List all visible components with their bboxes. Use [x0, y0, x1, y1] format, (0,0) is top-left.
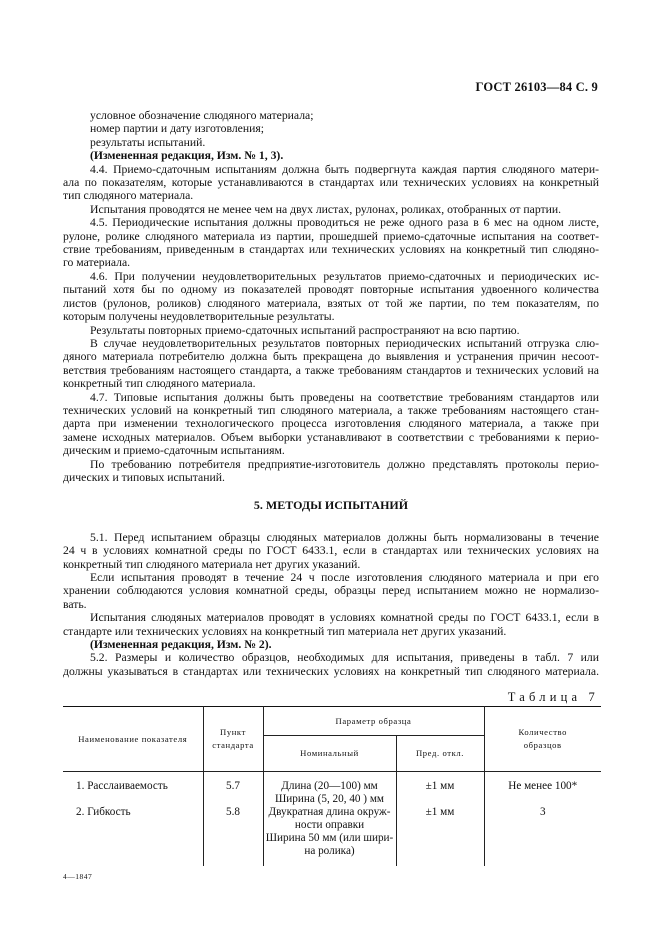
document-body	[63, 109, 599, 705]
text-line: листов (рулонов, роликов) слюдяного материала, взятых от той же партии, по тем показателям, по	[63, 296, 599, 310]
page-header: ГОСТ 26103—84 С. 9	[475, 80, 598, 94]
table-title: Таблица 7	[507, 690, 599, 705]
section-heading: 5. МЕТОДЫ ИСПЫТАНИЙ	[253, 498, 409, 513]
text-line: Результаты повторных приемо-сдаточных испытаний распространяют на всю партию.	[90, 323, 520, 337]
text-line: В случае неудовлетворительных результатов повторных периодических испытаний отгрузка слю-	[90, 336, 599, 350]
text-line: 4.7. Типовые испытания должны быть проведены на соответствие требованиям стандартов или	[90, 390, 599, 404]
text-line: 24 ч в условиях комнатной среды по ГОСТ 6433.1, если в стандартах или технических условиях на	[63, 544, 599, 558]
text-line: 5.2. Размеры и количество образцов, необходимых для испытания, приведены в табл. 7 или	[90, 651, 599, 665]
text-line: Если испытания проводят в течение 24 ч после изготовления слюдяного материала и при его	[90, 571, 599, 584]
text-line: технических условий на конкретный тип слюдяного материала, а также требованиям настоящего стан-	[63, 403, 599, 417]
table-row	[63, 806, 601, 866]
text-line: стандарте или технических условиях на конкретный тип материала нет других указаний.	[63, 624, 507, 638]
text-line: 4.6. При получении неудовлетворительных результатов приемо-сдаточных и периодических ис-	[90, 269, 599, 283]
row-nominal-line: Ширина (5, 20, 40 ) мм	[275, 793, 384, 805]
text-line: замене исходных материалов. Объем выборки устанавливают в соответствии с требованиями к перио-	[63, 430, 599, 444]
text-line: Испытания проводятся не менее чем на двух листах, рулонах, роликах, отобранных от партии.	[90, 202, 562, 216]
row-nominal-line: на ролика)	[304, 845, 355, 857]
text-line: конкретный тип слюдяного материала.	[63, 377, 256, 391]
row-clause: 5.7	[203, 772, 263, 807]
text-line: пытаний хотя бы по одному из показателей проводят повторные испытания удвоенного количества	[63, 283, 599, 297]
text-line: результаты испытаний.	[90, 135, 206, 149]
text-line: должны указываться в стандартах или технических условиях на конкретный тип слюдяного материала.	[63, 664, 599, 678]
section-4-text	[63, 109, 599, 484]
row-clause: 5.8	[203, 806, 263, 866]
row-deviation: ±1 мм	[396, 806, 484, 866]
row-nominal-line: Длина (20—100) мм	[281, 780, 378, 792]
col-header-clause-line2: стандарта	[212, 740, 254, 750]
row-deviation: ±1 мм	[396, 772, 484, 807]
col-header-nominal: Номинальный	[263, 736, 396, 772]
text-line: конкретный тип слюдяного материала нет других указаний.	[63, 557, 361, 571]
row-nominal-line: Ширина 50 мм (или шири-	[265, 832, 394, 844]
text-line: го материала.	[63, 256, 131, 270]
row-count: 3	[484, 806, 601, 866]
text-line: 4.4. Приемо-сдаточным испытаниям должна быть подвергнута каждая партия слюдяного матери-	[90, 162, 599, 176]
text-line: условное обозначение слюдяного материала;	[90, 109, 314, 122]
text-line: дических и типовых испытаний.	[63, 470, 225, 484]
col-header-deviation: Пред. откл.	[396, 736, 484, 772]
section-5-text	[63, 531, 599, 678]
text-line: рулоне, ролике слюдяного материала из партии, прошедшей приемо-сдаточные испытания на соответ-	[63, 229, 599, 243]
col-header-indicator: Наименование показателя	[63, 707, 203, 772]
col-header-clause	[203, 707, 263, 772]
text-line: тип слюдяного материала.	[63, 189, 194, 203]
row-count: Не менее 100*	[484, 772, 601, 807]
col-header-clause-line1: Пункт	[220, 727, 246, 737]
text-line: дическим и приемо-сдаточным испытаниям.	[63, 444, 285, 458]
print-code: 4—1847	[63, 872, 93, 881]
text-line: (Измененная редакция, Изм. № 1, 3).	[90, 149, 284, 163]
col-header-count-line2: образцов	[523, 740, 562, 750]
table-7	[63, 706, 601, 866]
row-nominal-line: ности оправки	[294, 819, 365, 831]
text-line: ала по показателям, которые устанавливаются в стандартах или технических условиях на конкретный	[63, 176, 599, 190]
text-line: хранении соблюдаются условия комнатной среды, образцы перед испытанием можно не нормализо-	[63, 584, 599, 598]
row-nominal-line: Двукратная длина окруж-	[268, 806, 391, 818]
text-line: Испытания слюдяных материалов проводят в условиях комнатной среды по ГОСТ 6433.1, если в	[90, 611, 599, 625]
text-line: вать.	[63, 597, 87, 611]
table-row	[63, 772, 601, 807]
col-header-count	[484, 707, 601, 772]
text-line: ветствия требованиям настоящего стандарта, а также требованиям стандартов и технических условий на	[63, 363, 599, 377]
text-line: 4.5. Периодические испытания должны проводиться не реже одного раза в 6 мес на одном листе,	[90, 216, 599, 230]
row-nominal	[263, 772, 396, 807]
row-indicator: 2. Гибкость	[63, 806, 203, 866]
text-line: 5.1. Перед испытанием образцы слюдяных материалов должны быть нормализованы в течение	[90, 530, 599, 544]
text-line: номер партии и дату изготовления;	[90, 122, 264, 136]
text-line: которым получены неудовлетворительные результаты.	[63, 310, 335, 324]
col-header-count-line1: Количество	[518, 727, 568, 737]
text-line: ствие требованиям, приведенным в стандартах или технических условиях на конкретный тип слюдяно-	[63, 243, 599, 257]
text-line: (Измененная редакция, Изм. № 2).	[90, 638, 272, 652]
col-header-param-group: Параметр образца	[263, 707, 484, 736]
row-nominal	[263, 806, 396, 866]
text-line: По требованию потребителя предприятие-изготовитель должно представлять протоколы перио-	[90, 457, 599, 471]
text-line: дяного материала потребителю должна быть прекращена до выявления и устранения причин несоот-	[63, 350, 599, 364]
row-indicator: 1. Расслаиваемость	[63, 772, 203, 807]
text-line: дарта при изменении технологического процесса изготовления слюдяного материала, а также при	[63, 417, 599, 431]
